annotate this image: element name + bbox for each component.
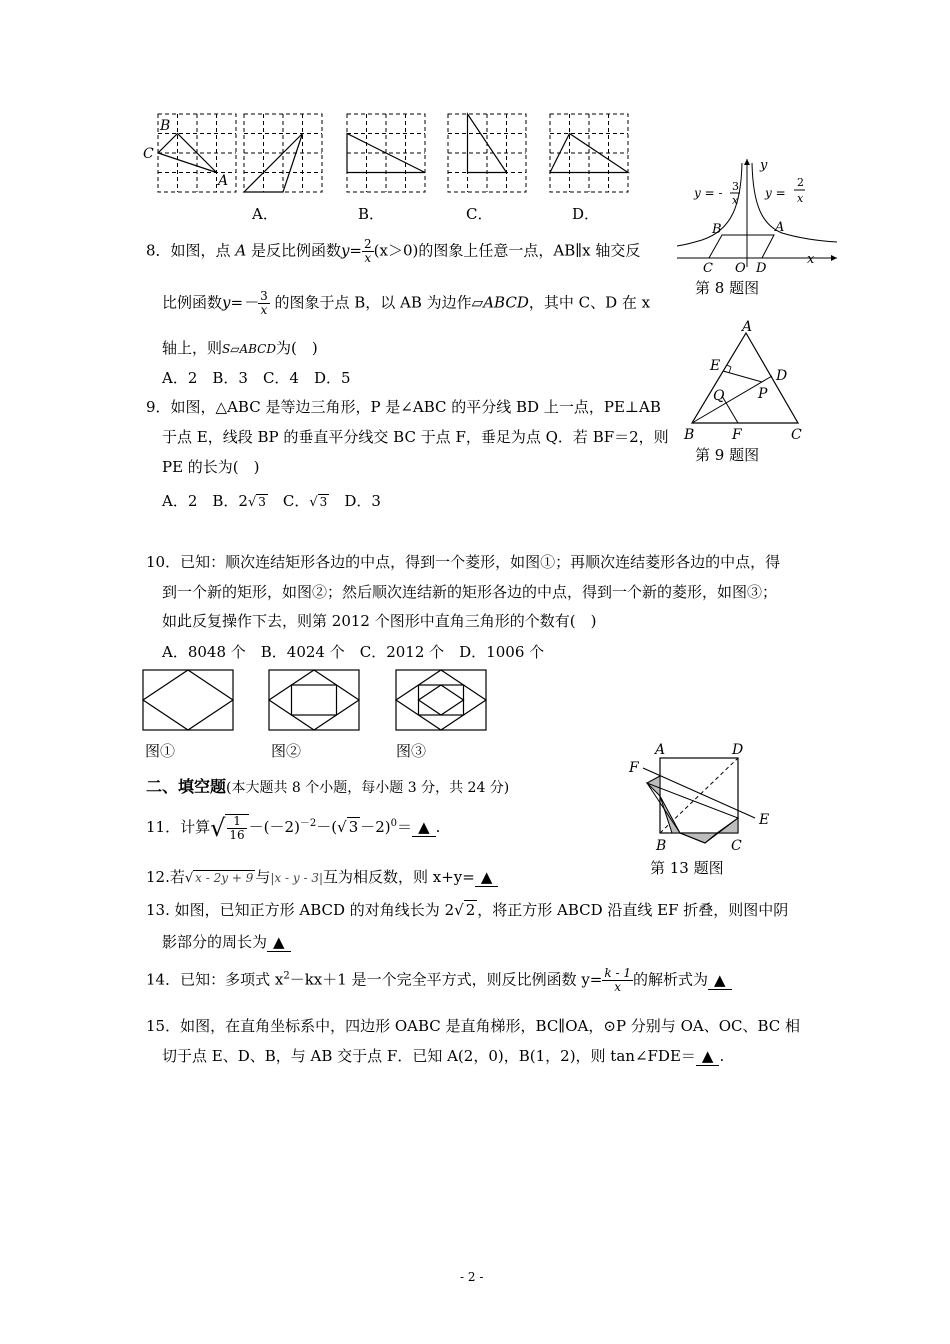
q9-options: A．2 B．2√ 3 C．√ 3 D．3 — [162, 492, 381, 510]
q8-parallelogram-label: ▱ABCD — [471, 293, 529, 312]
q7-option-c-grid — [448, 114, 526, 192]
q7-label-c: C — [143, 146, 154, 162]
q8-options: A．2 B．3 C．4 D．5 — [162, 369, 351, 387]
q8-x-label: x — [807, 252, 815, 267]
q8-line2 — [162, 290, 650, 317]
q14-line — [146, 967, 732, 994]
q8-figure-caption: 第 8 题图 — [695, 279, 760, 297]
q14-frac-num: k - 1 — [604, 966, 631, 980]
q14-sup: 2 — [283, 970, 290, 982]
q8-point-d: D — [756, 261, 767, 273]
q9-point-q: Q — [713, 388, 725, 404]
section2-title: 二、填空题 — [146, 777, 227, 796]
q9-options-sqrt2: 3 — [319, 495, 328, 509]
q8-func1-num: 2 — [364, 237, 372, 251]
q7-option-b-grid — [347, 114, 425, 192]
q9-figure — [680, 318, 810, 448]
q11-prefix: 11．计算 — [146, 818, 211, 836]
q12-mid: 与 — [255, 868, 271, 886]
q13-shade-mid — [660, 796, 680, 833]
q11-frac-den: 16 — [229, 828, 245, 842]
q11-expr2: －( — [316, 818, 338, 836]
q13-point-f: F — [629, 760, 639, 776]
q8-func1: y= — [340, 241, 362, 260]
q15-line2-text: 切于点 E、D、B，与 AB 交于点 F．已知 A(2，0)，B(1，2)，则 tan∠FDE＝ — [162, 1047, 696, 1065]
q10-line3: 如此反复操作下去，则第 2012 个图形中直角三角形的个数有( ) — [162, 612, 597, 630]
q13-point-e: E — [759, 812, 770, 828]
q8-line2-b: 的图象于点 B，以 AB 为边作 — [274, 293, 472, 312]
q7-label-a: A — [218, 173, 229, 189]
q13-line1-a: 13. 如图，已知正方形 ABCD 的对角线长为 2 — [146, 901, 455, 919]
q9-line1: 9．如图，△ABC 是等边三角形，P 是∠ABC 的平分线 BD 上一点，PE⊥AB — [146, 398, 661, 416]
q8-func1-den: x — [364, 251, 372, 265]
q15-end: . — [719, 1047, 725, 1065]
q10-fig-label-2: 图② — [271, 742, 302, 760]
q9-figure-caption: 第 9 题图 — [695, 446, 760, 464]
q13-line2-text: 影部分的周长为 — [162, 933, 268, 951]
section2-note: (本大题共 8 个小题，每小题 3 分，共 24 分) — [226, 780, 510, 796]
q8-left-num: 3 — [732, 180, 739, 193]
q13-point-b: B — [656, 838, 667, 854]
q7-options-figure — [140, 108, 640, 228]
q9-point-f: F — [732, 427, 742, 443]
q10-line2: 到一个新的矩形，如图②；然后顺次连结新的矩形各边的中点，得到一个新的菱形，如图③； — [162, 583, 778, 601]
q8-right-num: 2 — [797, 176, 804, 189]
q7-option-label-b: B． — [358, 205, 385, 223]
q8-domain: (x＞0)的图象上任意一点， — [373, 241, 554, 260]
q13-figure-caption: 第 13 题图 — [650, 859, 724, 877]
q15-answer-blank[interactable]: ▲ — [696, 1047, 720, 1066]
q8-point-b: B — [712, 222, 722, 237]
q7-option-label-d: D． — [572, 205, 600, 223]
q8-left-den: x — [732, 194, 739, 207]
q9-options-d: D．3 — [329, 492, 381, 510]
q13-line1: 13. 如图，已知正方形 ABCD 的对角线长为 2√ 2 ，将正方形 ABCD 沿直线 EF 折叠，则图中阴 — [146, 901, 789, 919]
q10-fig-label-3: 图③ — [396, 742, 427, 760]
q10-line1: 10．已知：顺次连结矩形各边的中点，得到一个菱形，如图①；再顺次连结菱形各边的中点，得 — [146, 553, 781, 571]
q8-right-curve-label: y = — [765, 186, 786, 200]
q7-label-b: B — [160, 118, 171, 134]
q8-point-o: O — [735, 261, 746, 273]
q7-option-label-c: C． — [466, 205, 493, 223]
q11-line: 11．计算√ $\frac{1}{16}$ $-(-2)^{-2}-(√$ 3 －2)$^0$＝ ▲ . — [146, 814, 441, 842]
q14-frac-den: x — [614, 980, 622, 994]
q8-func2-num: 3 — [260, 289, 268, 303]
q8-line1-c: AB∥x 轴交反 — [553, 241, 641, 260]
q13-figure — [625, 738, 775, 856]
q8-right-curve — [752, 163, 837, 242]
q15-line1: 15．如图，在直角坐标系中，四边形 OABC 是直角梯形，BC∥OA，⊙P 分别与 OA、OC、BC 相 — [146, 1017, 801, 1035]
q8-right-den: x — [797, 192, 804, 205]
q9-options-sqrt1: 3 — [258, 495, 266, 509]
q9-options-c: C． — [267, 492, 310, 510]
q11-exp2: 0 — [390, 818, 398, 829]
q10-figure-2 — [269, 670, 359, 730]
q8-line3-b: 为( ) — [275, 339, 318, 357]
q7-option-label-a: A． — [252, 205, 278, 223]
q12-line: 12.若√ x - 2y + 9 与|x - y - 3|互为相反数，则 x+y= ▲ — [146, 866, 498, 887]
q9-line2: 于点 E，线段 BP 的垂直平分线交 BC 于点 F，垂足为点 Q．若 BF＝2，则 — [162, 428, 669, 446]
q8-line1: 8．如图，点 A 是反比例函数y= $\frac{2}{x}$ (x＞0)的图象上任意一点，AB∥x 轴交反 — [146, 237, 641, 265]
q11-eq: ＝ — [397, 818, 413, 836]
q8-func2-den: x — [260, 303, 268, 317]
q8-parallelogram — [709, 235, 774, 258]
q13-point-d: D — [732, 742, 744, 758]
q8-line1-a: 如图，点 — [170, 241, 231, 260]
q15-line2 — [162, 1045, 724, 1066]
q10-figure-1 — [143, 670, 233, 730]
q9-line3: PE 的长为( ) — [162, 458, 260, 476]
q9-point-p: P — [758, 386, 768, 402]
q11-end: . — [435, 818, 441, 836]
q8-line1-b: 是反比例函数 — [250, 241, 341, 260]
q8-line2-c: ，其中 C、D 在 x — [528, 293, 651, 312]
q11-expr: －(－2) — [248, 818, 300, 836]
q12-radicand: x - 2y + 9 — [195, 871, 254, 885]
q14-answer-blank[interactable]: ▲ — [708, 971, 732, 990]
q8-left-curve-label: y = - — [694, 186, 723, 200]
q12-suffix: 互为相反数，则 x+y= — [323, 868, 475, 886]
q9-point-c: C — [791, 427, 802, 443]
q14-prefix: 14．已知：多项式 x — [146, 970, 284, 989]
q8-point-a: A — [775, 220, 785, 235]
q13-point-a: A — [655, 742, 666, 758]
q13-line2 — [162, 931, 291, 952]
q12-prefix: 12.若 — [146, 868, 185, 886]
q10-options: A．8048 个 B．4024 个 C．2012 个 D．1006 个 — [162, 643, 545, 661]
q8-line2-a: 比例函数 — [162, 293, 223, 312]
q8-y-label: y — [760, 158, 768, 173]
q9-point-b: B — [684, 427, 695, 443]
q13-answer-blank[interactable]: ▲ — [267, 933, 291, 952]
q10-figures — [140, 668, 495, 734]
q11-sqrt3: 3 — [348, 818, 359, 836]
q11-answer-blank[interactable]: ▲ — [412, 818, 436, 837]
q12-abs-expr: |x - y - 3| — [270, 871, 323, 885]
section2-heading — [146, 774, 509, 797]
q8-line3 — [162, 337, 318, 358]
q8-area-symbol: S▱ABCD — [222, 342, 276, 356]
q9-point-e: E — [710, 358, 721, 374]
page-number: - 2 - — [460, 1270, 484, 1284]
q13-sqrt: 2 — [465, 901, 476, 919]
q7-option-d-grid — [550, 114, 628, 192]
q8-graph — [672, 155, 842, 273]
q11-expr3: －2) — [360, 818, 391, 836]
q13-point-c: C — [731, 838, 742, 854]
q7-option-a-grid — [244, 114, 322, 192]
q10-fig-label-1: 图① — [145, 742, 176, 760]
q12-answer-blank[interactable]: ▲ — [475, 868, 499, 887]
q8-number: 8． — [146, 241, 171, 260]
q9-point-d: D — [776, 368, 788, 384]
q14-mid: －kx＋1 是一个完全平方式，则反比例函数 y= — [289, 970, 603, 989]
q14-suffix: 的解析式为 — [632, 970, 708, 989]
q10-figure-3 — [396, 670, 486, 730]
q9-options-a: A．2 B．2 — [162, 492, 248, 510]
q8-point-c: C — [703, 261, 713, 273]
q8-line3-a: 轴上，则 — [162, 339, 223, 357]
q9-point-a: A — [742, 319, 753, 335]
q11-exp1: －2 — [299, 818, 317, 829]
q13-line1-b: ，将正方形 ABCD 沿直线 EF 折叠，则图中阴 — [477, 901, 789, 919]
q8-func2: y=－ — [222, 293, 259, 312]
q11-frac-num: 1 — [227, 815, 246, 829]
